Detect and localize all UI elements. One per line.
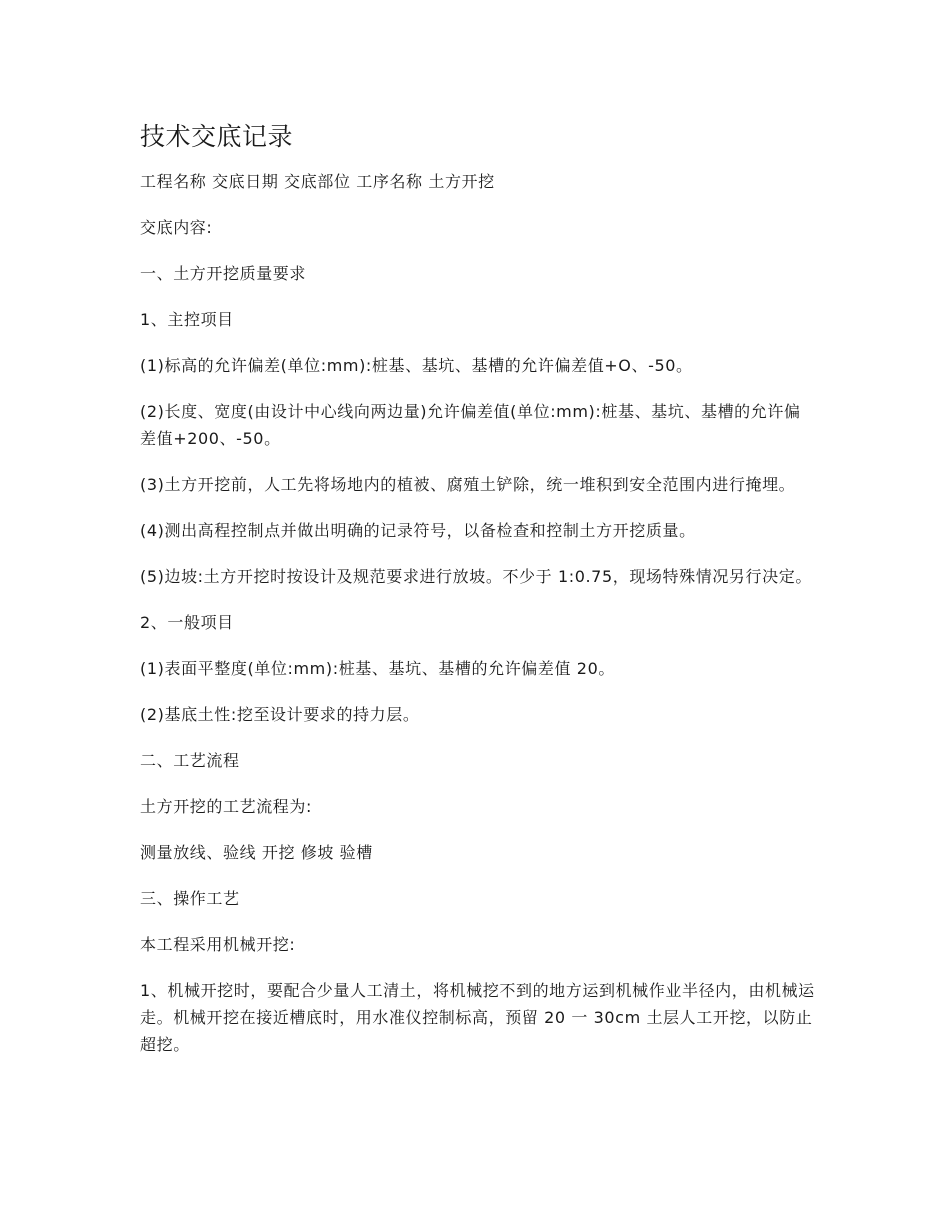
paragraph-vegetation-removal: (3)土方开挖前，人工先将场地内的植被、腐殖土铲除，统一堆积到安全范围内进行掩埋。 (140, 475, 796, 494)
paragraph-process-steps: 测量放线、验线 开挖 修坡 验槽 (140, 843, 373, 862)
content-label: 交底内容: (140, 218, 213, 237)
project-info-line: 工程名称 交底日期 交底部位 工序名称 土方开挖 (140, 172, 495, 191)
paragraph-flatness: (1)表面平整度(单位:mm):桩基、基坑、基槽的允许偏差值 20。 (140, 659, 615, 678)
paragraph-base-soil: (2)基底土性:挖至设计要求的持力层。 (140, 705, 420, 724)
paragraph-slope: (5)边坡:土方开挖时按设计及规范要求进行放坡。不少于 1:0.75，现场特殊情况另行决定。 (140, 567, 812, 586)
paragraph-elevation-tolerance: (1)标高的允许偏差(单位:mm):桩基、基坑、基槽的允许偏差值+O、-50。 (140, 356, 693, 375)
paragraph-mechanical-intro: 本工程采用机械开挖: (140, 935, 296, 954)
paragraph-control-points: (4)测出高程控制点并做出明确的记录符号，以备检查和控制土方开挖质量。 (140, 521, 696, 540)
document-page (140, 118, 815, 1077)
paragraph-process-flow-intro: 土方开挖的工艺流程为: (140, 797, 312, 816)
section-heading-process-flow: 二、工艺流程 (140, 751, 240, 770)
paragraph-mechanical-excavation: 1、机械开挖时，要配合少量人工清土，将机械挖不到的地方运到机械作业半径内，由机械运走。机械开挖在接近槽底时，用水准仪控制标高，预留 20 一 30cm 土层人工开挖，以防止超挖。 (140, 981, 815, 1054)
section-heading-quality: 一、土方开挖质量要求 (140, 264, 307, 283)
subsection-heading-general: 2、一般项目 (140, 613, 234, 632)
document-title: 技术交底记录 (140, 122, 294, 151)
subsection-heading-main-control: 1、主控项目 (140, 310, 234, 329)
section-heading-operation: 三、操作工艺 (140, 889, 240, 908)
paragraph-length-width-tolerance: (2)长度、宽度(由设计中心线向两边量)允许偏差值(单位:mm):桩基、基坑、基槽的允许偏差值+200、-50。 (140, 402, 801, 448)
